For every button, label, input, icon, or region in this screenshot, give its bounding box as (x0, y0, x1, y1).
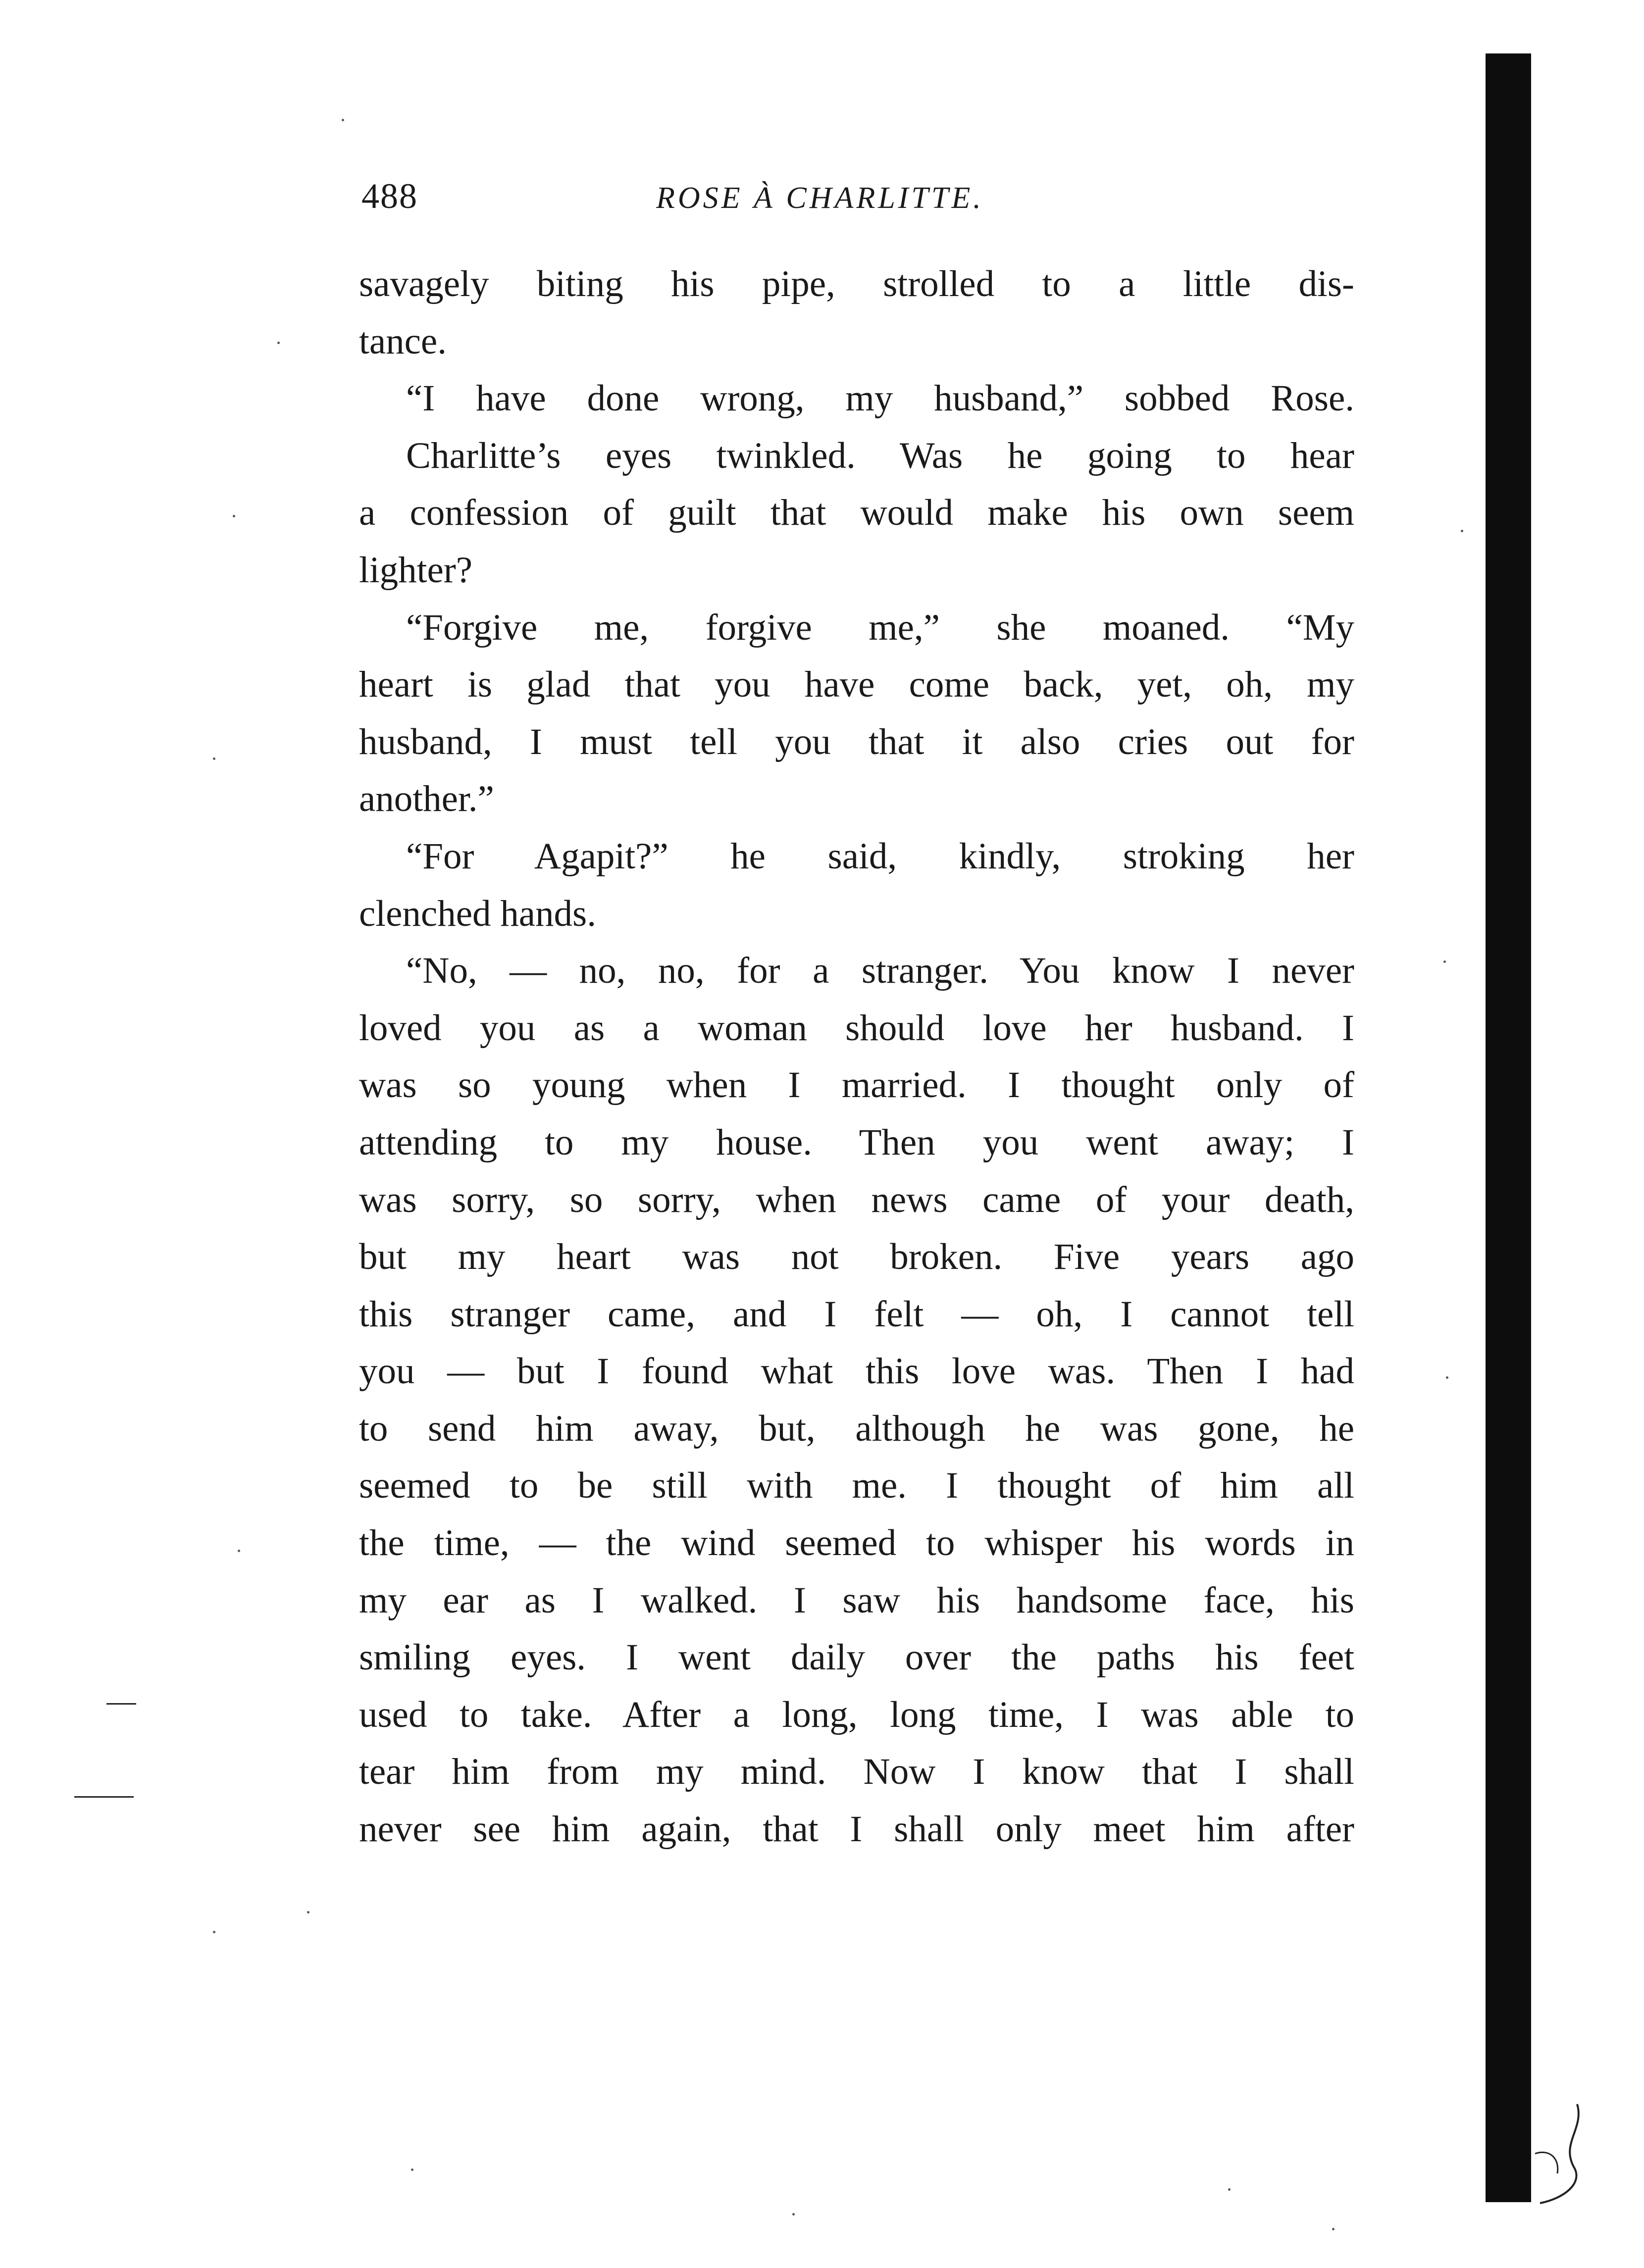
text-line: savagely biting his pipe, strolled to a little dis- (359, 263, 1354, 304)
paper-speck (238, 1550, 240, 1552)
body-text (359, 255, 1354, 1858)
paper-speck (1443, 960, 1446, 963)
text-line: to send him away, but, although he was gone, he (359, 1408, 1354, 1449)
paper-speck (342, 119, 344, 121)
text-line: “I have done wrong, my husband,” sobbed Rose. (406, 378, 1354, 419)
text-line: a confession of guilt that would make his own seem (359, 492, 1354, 534)
text-line: tear him from my mind. Now I know that I shall (359, 1751, 1354, 1793)
text-line: “No, — no, no, for a stranger. You know I never (406, 950, 1354, 992)
margin-mark (74, 1796, 134, 1798)
text-line: smiling eyes. I went daily over the paths his feet (359, 1637, 1354, 1678)
paper-speck (1332, 2228, 1335, 2230)
text-line: used to take. After a long, long time, I was able to (359, 1694, 1354, 1735)
paper-speck (792, 2213, 795, 2216)
paper-speck (307, 1911, 309, 1914)
text-line: seemed to be still with me. I thought of him all (359, 1465, 1354, 1507)
text-line: tance. (359, 320, 447, 362)
text-line: lighter? (359, 549, 473, 591)
text-line: attending to my house. Then you went away; I (359, 1121, 1354, 1163)
text-line: never see him again, that I shall only meet him after (359, 1809, 1354, 1850)
paper-speck (213, 1931, 215, 1933)
paper-speck (1228, 2188, 1231, 2191)
text-line: “For Agapit?” he said, kindly, stroking her (406, 835, 1354, 877)
text-line: Charlitte’s eyes twinkled. Was he going to hear (406, 435, 1354, 476)
text-line: heart is glad that you have come back, yet, oh, my (359, 664, 1354, 706)
paper-speck (411, 2168, 413, 2171)
text-line: this stranger came, and I felt — oh, I cannot tell (359, 1293, 1354, 1335)
text-line: another.” (359, 778, 494, 820)
margin-mark (106, 1703, 136, 1705)
text-line: was so young when I married. I thought only of (359, 1064, 1354, 1106)
scan-edge-bar (1486, 53, 1531, 2202)
text-line: my ear as I walked. I saw his handsome face, his (359, 1579, 1354, 1621)
text-line: loved you as a woman should love her husband. I (359, 1007, 1354, 1049)
text-line: but my heart was not broken. Five years ago (359, 1236, 1354, 1278)
text-line: husband, I must tell you that it also cries out for (359, 721, 1354, 762)
text-line: “Forgive me, forgive me,” she moaned. “My (406, 606, 1354, 648)
page-number: 488 (361, 176, 418, 216)
text-line: clenched hands. (359, 893, 596, 934)
text-line: you — but I found what this love was. Then I had (359, 1351, 1354, 1392)
paper-speck (213, 757, 215, 760)
text-line: was sorry, so sorry, when news came of your death, (359, 1179, 1354, 1220)
paper-speck (233, 515, 235, 517)
text-line: the time, — the wind seemed to whisper his words in (359, 1522, 1354, 1564)
running-title: ROSE À CHARLITTE. (656, 181, 984, 215)
page-header (361, 171, 1357, 225)
paper-speck (277, 342, 280, 344)
paper-speck (1446, 1376, 1448, 1379)
page-curl-mark (1530, 2099, 1590, 2208)
paper-speck (1461, 530, 1463, 532)
